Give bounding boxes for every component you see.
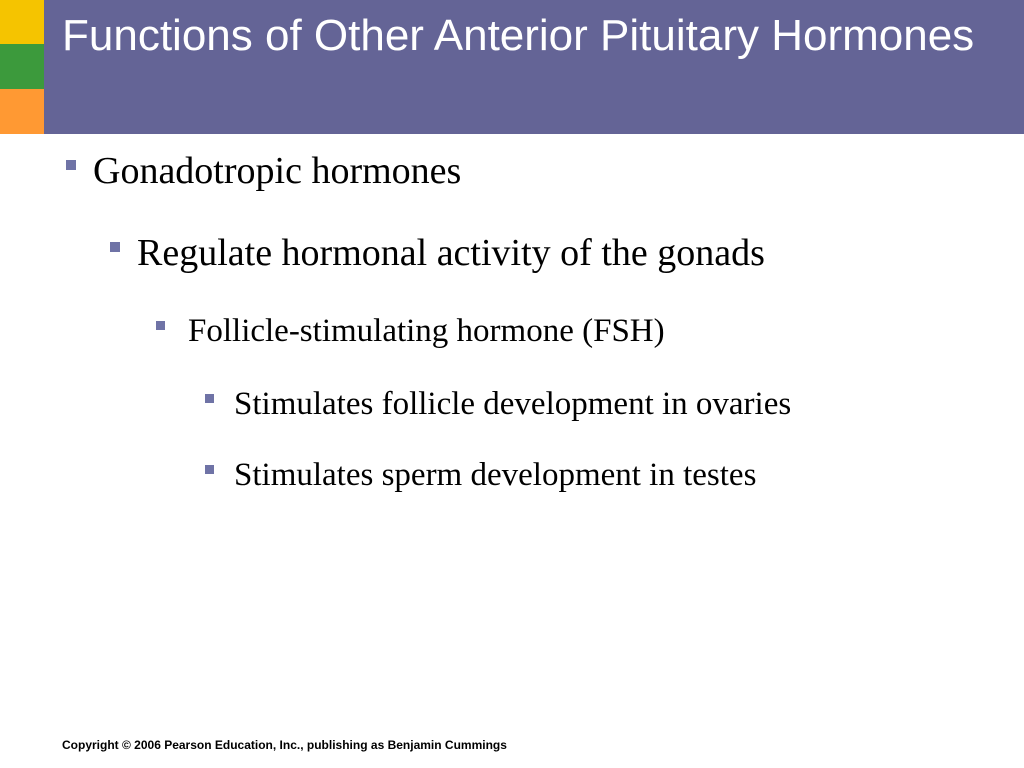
bullet-text: Follicle-stimulating hormone (FSH) [188, 313, 665, 349]
slide-title: Functions of Other Anterior Pituitary Hormones [62, 11, 975, 60]
bullet-level-2 [110, 230, 765, 276]
accent-strip [0, 0, 44, 134]
bullet-level-4-testes [205, 455, 756, 495]
square-bullet-icon [205, 394, 214, 403]
bullet-text: Regulate hormonal activity of the gonads [137, 232, 765, 274]
bullet-text: Stimulates follicle development in ovaries [234, 386, 792, 422]
square-bullet-icon [66, 160, 76, 170]
square-bullet-icon [110, 242, 120, 252]
bullet-level-1 [66, 148, 461, 194]
accent-orange-block [0, 89, 44, 134]
bullet-text: Gonadotropic hormones [93, 150, 462, 192]
square-bullet-icon [205, 465, 214, 474]
accent-yellow-block [0, 0, 44, 44]
bullet-text: Stimulates sperm development in testes [234, 457, 757, 493]
title-bar [44, 0, 1024, 134]
copyright-footer: Copyright © 2006 Pearson Education, Inc., publishing as Benjamin Cummings [62, 738, 507, 752]
accent-green-block [0, 44, 44, 89]
bullet-level-3 [156, 311, 665, 351]
bullet-level-4-ovaries [205, 384, 791, 424]
square-bullet-icon [156, 321, 165, 330]
